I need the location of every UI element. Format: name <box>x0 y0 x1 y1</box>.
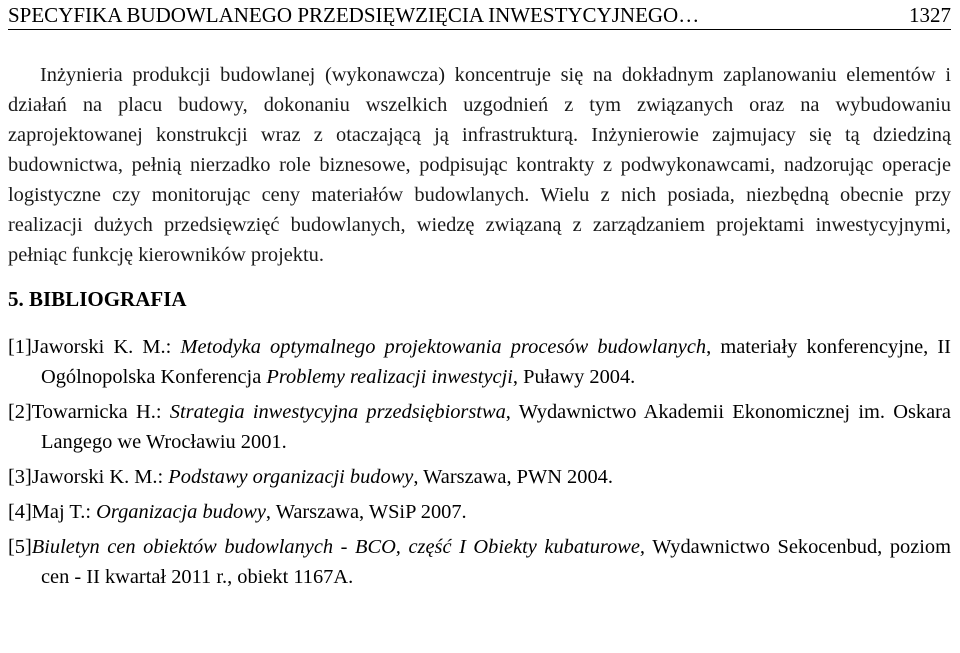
body-paragraph: Inżynieria produkcji budowlanej (wykonawcza) koncentruje się na dokładnym zaplanowaniu elementów i działań na placu budowy, dokonaniu wszelkich uzgodnień z tym związanych oraz na wybudowaniu zaprojektowanej konstrukcji wraz z otaczającą ją infrastrukturą. Inżynierowie zajmujacy się tą dziedziną budownictwa, pełnią nierzadko role biznesowe, podpisując kontrakty z podwykonawcami, nadzorując operacje logistyczne czy monitorując ceny materiałów budowlanych. Wielu z nich posiada, niezbędną obecnie przy realizacji dużych przedsięwzięć budowlanych, wiedzę związaną z zarządzaniem projektami inwestycyjnymi, pełniąc funkcję kierowników projektu. <box>8 64 951 266</box>
ref-label: [4]Maj T.: <box>8 501 92 523</box>
bibliography-item <box>8 532 951 592</box>
page-number: 1327 <box>909 3 951 27</box>
ref-details: , Puławy 2004. <box>512 366 636 388</box>
ref-label: [1]Jaworski K. M.: <box>8 336 172 358</box>
running-header <box>8 0 951 30</box>
ref-details: , Warszawa, WSiP 2007. <box>265 501 467 523</box>
ref-title: Organizacja budowy <box>96 501 266 523</box>
section-heading-bibliography: 5. BIBLIOGRAFIA <box>8 287 187 311</box>
ref-title: Podstawy organizacji budowy <box>168 466 414 488</box>
ref-details: , materiały konferencyjne, II Ogólnopolska Konferencja <box>41 336 951 388</box>
ref-details: , Wydawnictwo Akademii Ekonomicznej im. Oskara Langego we Wrocławiu 2001. <box>41 401 951 453</box>
ref-title: Strategia inwestycyjna przedsiębiorstwa <box>169 401 506 423</box>
ref-label: [2]Towarnicka H.: <box>8 401 162 423</box>
ref-label: [5] <box>8 536 32 558</box>
bibliography-list <box>8 332 951 592</box>
ref-title: Problemy realizacji inwestycji <box>266 366 513 388</box>
ref-details: , Warszawa, PWN 2004. <box>413 466 613 488</box>
bibliography-item <box>8 462 951 492</box>
running-header-title: SPECYFIKA BUDOWLANEGO PRZEDSIĘWZIĘCIA INWESTYCYJNEGO… <box>8 3 700 27</box>
ref-title: Metodyka optymalnego projektowania procesów budowlanych <box>180 336 707 358</box>
bibliography-item <box>8 332 951 392</box>
bibliography-item <box>8 397 951 457</box>
bibliography-item <box>8 497 951 527</box>
ref-label: [3]Jaworski K. M.: <box>8 466 164 488</box>
ref-title: Biuletyn cen obiektów budowlanych - BCO, część I Obiekty kubaturowe, <box>31 536 646 558</box>
ref-details: Wydawnictwo Sekocenbud, poziom cen - II kwartał 2011 r., obiekt 1167A. <box>41 536 951 588</box>
